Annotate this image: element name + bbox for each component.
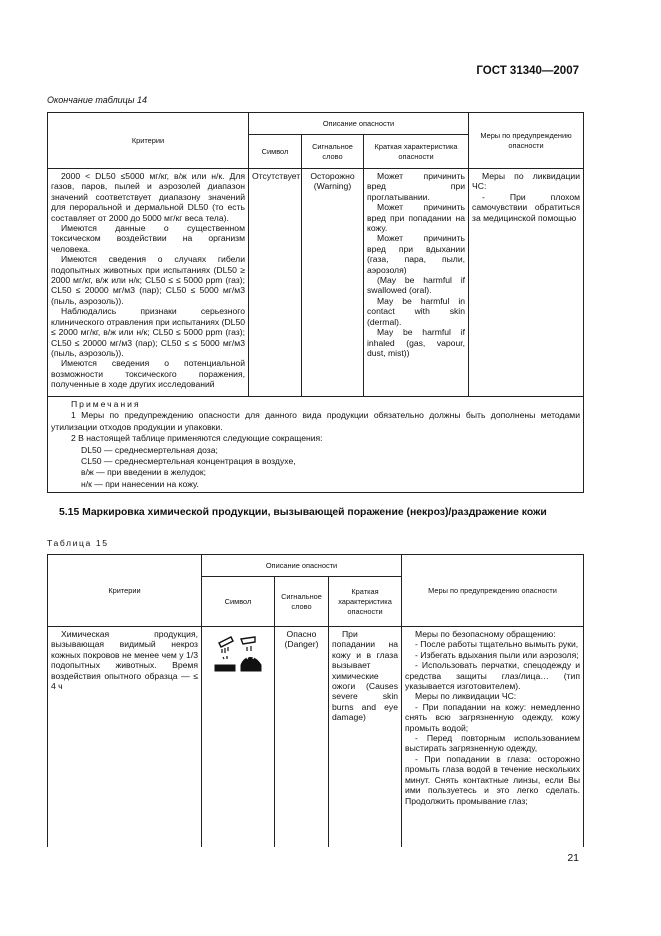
table-14 — [47, 112, 584, 493]
symbol-cell — [249, 169, 302, 397]
note-2: 2 В настоящей таблице применяются следующие сокращения: — [71, 433, 323, 444]
brief-line: Может причинить вред при проглатывании. — [367, 171, 466, 202]
signal-value: Опасно (Danger) — [284, 629, 319, 650]
header-symbol: Символ — [249, 135, 302, 169]
abbr-item: CL50 — среднесмертельная концентрация в воздухе, — [81, 456, 296, 467]
header-precaution: Меры по предупреждению опасности — [402, 555, 584, 627]
criteria-cell — [48, 627, 202, 847]
table-15 — [47, 554, 584, 847]
brief-line: May be harmful if inhaled (gas, vapour, dust, mist)) — [367, 327, 466, 358]
precaution-line: - При плохом самочувствии обратиться за медицинской помощью — [472, 191, 581, 223]
precaution-line: Меры по безопасному обращению: — [415, 629, 556, 639]
criteria-text: Химическая продукция, вызывающая видимый некроз кожных покровов не менее чем у 1/3 подопытных животных. Время воздействия опытного образца — ≤ 4 ч — [51, 629, 198, 692]
precaution-cell — [469, 169, 584, 397]
symbol-cell — [202, 627, 275, 847]
standard-number: ГОСТ 31340—2007 — [476, 65, 579, 77]
header-signal-word: Сигнальное слово — [302, 135, 364, 169]
header-precaution: Меры по предупреждению опасности — [469, 113, 584, 169]
header-hazard-description: Описание опасности — [202, 555, 402, 577]
note-1: 1 Меры по предупреждению опасности для данного вида продукции обязательно должны быть дополнены методами утилизации отходов продукции и упаковки. — [51, 410, 581, 432]
header-signal-word: Сигнальное слово — [275, 577, 329, 627]
precaution-cell — [402, 627, 584, 847]
corrosion-icon — [211, 635, 265, 673]
signal-value: Осторожно (Warning) — [310, 171, 355, 192]
brief-line: Может причинить вред при попадании на кожу. — [367, 202, 466, 234]
precaution-line: - При попадании в глаза: осторожно промыть глаза водой в течение нескольких минут. Снять контактные линзы, если Вы ими пользуетесь и это легко сделать. Продолжить промывание глаз; — [405, 753, 581, 806]
header-brief: Краткая характеристика опасности — [329, 577, 402, 627]
brief-cell — [329, 627, 402, 847]
precaution-line: - При попадании на кожу: немедленно снять всю загрязненную одежду, кожу промыть водой; — [405, 701, 581, 733]
table-14-caption: Окончание таблицы 14 — [47, 95, 147, 105]
symbol-value: Отсутствует — [252, 171, 301, 181]
signal-cell — [275, 627, 329, 847]
precaution-line: Меры по ликвидации ЧС: — [472, 171, 581, 192]
section-title: 5.15 Маркировка химической продукции, вызывающей поражение (некроз)/раздражение кожи — [59, 507, 547, 518]
precaution-line: - Использовать перчатки, спецодежду и средства защиты глаз/лица… (тип указывается изготовителем). — [405, 660, 581, 692]
brief-cell — [364, 169, 469, 397]
criteria-line: Имеются сведения о случаях гибели подопытных животных при испытаниях (DL50 ≥ 2000 мг/кг, в/ж или н/к; CL50 ≤ ≤ 5000 ppm (газ); CL50 ≤ 20000 мг/м3 (пар); CL50 ≤ 5000 мг/м3 (пыль, аэрозоль)). — [51, 254, 245, 306]
precaution-line: - После работы тщательно вымыть руки, — [415, 639, 579, 650]
notes-title: Примечания — [71, 399, 141, 409]
brief-line: (May be harmful if swallowed (oral). — [367, 275, 466, 296]
header-criteria: Критерии — [48, 555, 202, 627]
precaution-line: - Перед повторным использованием выстирать загрязненную одежду, — [405, 733, 581, 754]
abbr-item: н/к — при нанесении на кожу. — [81, 478, 199, 489]
page-number: 21 — [567, 852, 579, 864]
criteria-line: Имеются данные о существенном токсическом воздействии на организм человека. — [51, 223, 245, 254]
criteria-line: Имеются сведения о потенциальной возможности токсического поражения, полученные в ходе других исследований — [51, 358, 245, 390]
signal-cell — [302, 169, 364, 397]
abbr-list — [51, 445, 580, 491]
brief-line: Может причинить вред при вдыхании (газа, пара, пыли, аэрозоля) — [367, 233, 466, 275]
criteria-line: Наблюдались признаки серьезного клинического отравления при испытаниях (DL50 ≤ 2000 мг/кг, в/ж или н/к; CL50 ≤ 5000 ppm (газ); CL50 ≤ 20000 мг/м3 (пар); CL50 ≤ ≤ 5000 мг/м3 (пыль, аэрозоль)). — [51, 306, 245, 358]
header-symbol: Символ — [202, 577, 275, 627]
brief-line: May be harmful in contact with skin (dermal). — [367, 295, 466, 327]
abbr-item: в/ж — при введении в желудок; — [81, 467, 207, 478]
criteria-line: 2000 < DL50 ≤5000 мг/кг, в/ж или н/к. Для газов, паров, пылей и аэрозолей диапазон значений соответствует диапазону значений для пероральной и дермальной DL50 (то есть составляет от 2000 до 5000 мг/кг веса тела). — [51, 171, 245, 223]
criteria-cell — [48, 169, 249, 397]
header-brief: Краткая характеристика опасности — [364, 135, 469, 169]
header-hazard-description: Описание опасности — [249, 113, 469, 135]
abbr-item: DL50 — среднесмертельная доза; — [81, 444, 218, 455]
table-14-notes — [48, 397, 584, 493]
precaution-line: Меры по ликвидации ЧС: — [415, 691, 517, 702]
brief-text: При попадании на кожу и в глаза вызывает химические ожоги (Causes severe skin burns and eye damage) — [332, 629, 399, 723]
header-criteria: Критерии — [48, 113, 249, 169]
table-15-label: Таблица 15 — [47, 538, 109, 548]
precaution-line: - Избегать вдыхания пыли или аэрозоля; — [415, 649, 579, 660]
